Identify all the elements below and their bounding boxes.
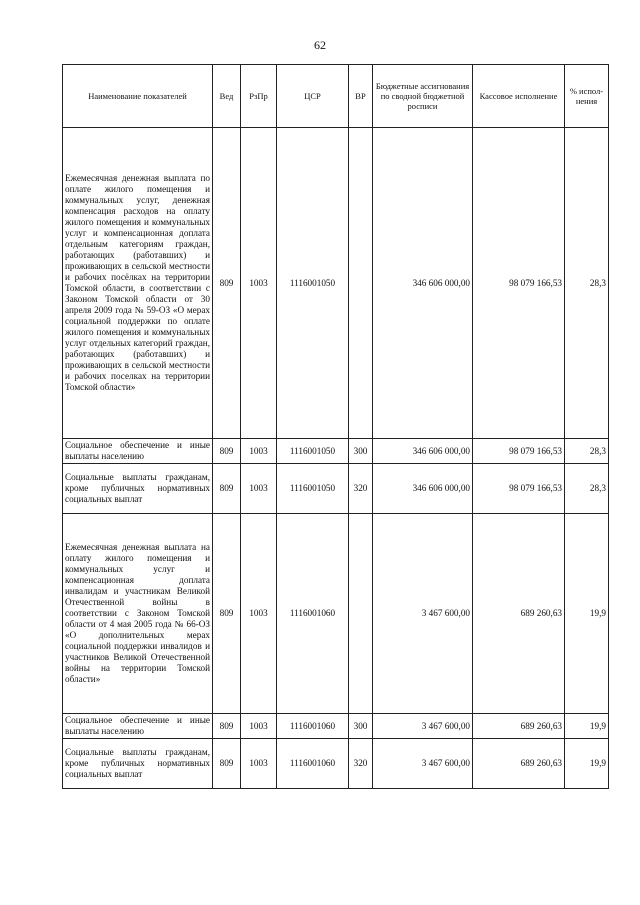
- header-budget: Бюджетные ассигнования по сводной бюджетной росписи: [373, 65, 473, 128]
- row-vr: 300: [349, 714, 373, 739]
- table-row: [63, 714, 609, 739]
- row-name: Ежемесячная денежная выплата по оплате жилого помещения и коммунальных услуг, денежная компенсация расходов на оплату жилого помещения и коммунальных услуг и компенсационная доплата отдельным категориям граждан, работающих (работавших) и проживающих в сельской местности и рабочих посёлках на территории Томской области, в соответствии с Законом Томской области от 30 апреля 2009 года № 59-ОЗ «О мерах социальной поддержки по оплате жилого помещения и коммунальных услуг отдельных категорий граждан, работающих (работавших) и проживающих в сельской местности и рабочих поселках на территории Томской области»: [63, 128, 213, 439]
- row-ved: 809: [213, 739, 241, 789]
- header-csr: ЦСР: [277, 65, 349, 128]
- row-csr: 1116001050: [277, 128, 349, 439]
- report-table: [62, 64, 609, 789]
- row-csr: 1116001060: [277, 739, 349, 789]
- row-vr: 320: [349, 464, 373, 514]
- header-ved: Вед: [213, 65, 241, 128]
- row-vr: 300: [349, 439, 373, 464]
- row-csr: 1116001060: [277, 714, 349, 739]
- row-rzpr: 1003: [241, 514, 277, 714]
- table-row: [63, 514, 609, 714]
- row-ved: 809: [213, 128, 241, 439]
- row-budget: 346 606 000,00: [373, 464, 473, 514]
- row-budget: 3 467 600,00: [373, 514, 473, 714]
- row-name: Ежемесячная денежная выплата на оплату жилого помещения и коммунальных услуг и компенсационная доплата инвалидам и участникам Великой Отечественной войны в соответствии с Законом Томской области от 4 мая 2005 года № 66-ОЗ «О дополнительных мерах социальной поддержки инвалидов и участников Великой Отечественной войны на территории Томской области»: [63, 514, 213, 714]
- row-budget: 3 467 600,00: [373, 714, 473, 739]
- row-percent: 28,3: [565, 464, 609, 514]
- row-budget: 346 606 000,00: [373, 439, 473, 464]
- header-row: [63, 65, 609, 128]
- row-budget: 3 467 600,00: [373, 739, 473, 789]
- header-vr: ВР: [349, 65, 373, 128]
- row-cash: 98 079 166,53: [473, 128, 565, 439]
- row-percent: 19,9: [565, 514, 609, 714]
- row-cash: 98 079 166,53: [473, 464, 565, 514]
- row-cash: 689 260,63: [473, 739, 565, 789]
- row-name: Социальные выплаты гражданам, кроме публичных нормативных социальных выплат: [63, 464, 213, 514]
- row-rzpr: 1003: [241, 464, 277, 514]
- row-ved: 809: [213, 464, 241, 514]
- row-cash: 98 079 166,53: [473, 439, 565, 464]
- row-rzpr: 1003: [241, 739, 277, 789]
- page-number: 62: [314, 38, 326, 52]
- row-ved: 809: [213, 514, 241, 714]
- header-name: Наименование показателей: [63, 65, 213, 128]
- row-name: Социальное обеспечение и иные выплаты населению: [63, 439, 213, 464]
- table-row: [63, 439, 609, 464]
- row-csr: 1116001050: [277, 464, 349, 514]
- header-rzpr: РзПр: [241, 65, 277, 128]
- row-cash: 689 260,63: [473, 514, 565, 714]
- row-cash: 689 260,63: [473, 714, 565, 739]
- header-percent: % испол-нения: [565, 65, 609, 128]
- row-percent: 28,3: [565, 439, 609, 464]
- row-csr: 1116001050: [277, 439, 349, 464]
- row-vr: [349, 128, 373, 439]
- row-ved: 809: [213, 439, 241, 464]
- table-row: [63, 464, 609, 514]
- row-percent: 19,9: [565, 714, 609, 739]
- table-row: [63, 128, 609, 439]
- row-percent: 19,9: [565, 739, 609, 789]
- row-rzpr: 1003: [241, 439, 277, 464]
- row-name: Социальное обеспечение и иные выплаты населению: [63, 714, 213, 739]
- row-budget: 346 606 000,00: [373, 128, 473, 439]
- row-ved: 809: [213, 714, 241, 739]
- row-rzpr: 1003: [241, 714, 277, 739]
- row-rzpr: 1003: [241, 128, 277, 439]
- row-percent: 28,3: [565, 128, 609, 439]
- table-row: [63, 739, 609, 789]
- row-name: Социальные выплаты гражданам, кроме публичных нормативных социальных выплат: [63, 739, 213, 789]
- row-vr: [349, 514, 373, 714]
- row-csr: 1116001060: [277, 514, 349, 714]
- header-cash: Кассовое исполнение: [473, 65, 565, 128]
- row-vr: 320: [349, 739, 373, 789]
